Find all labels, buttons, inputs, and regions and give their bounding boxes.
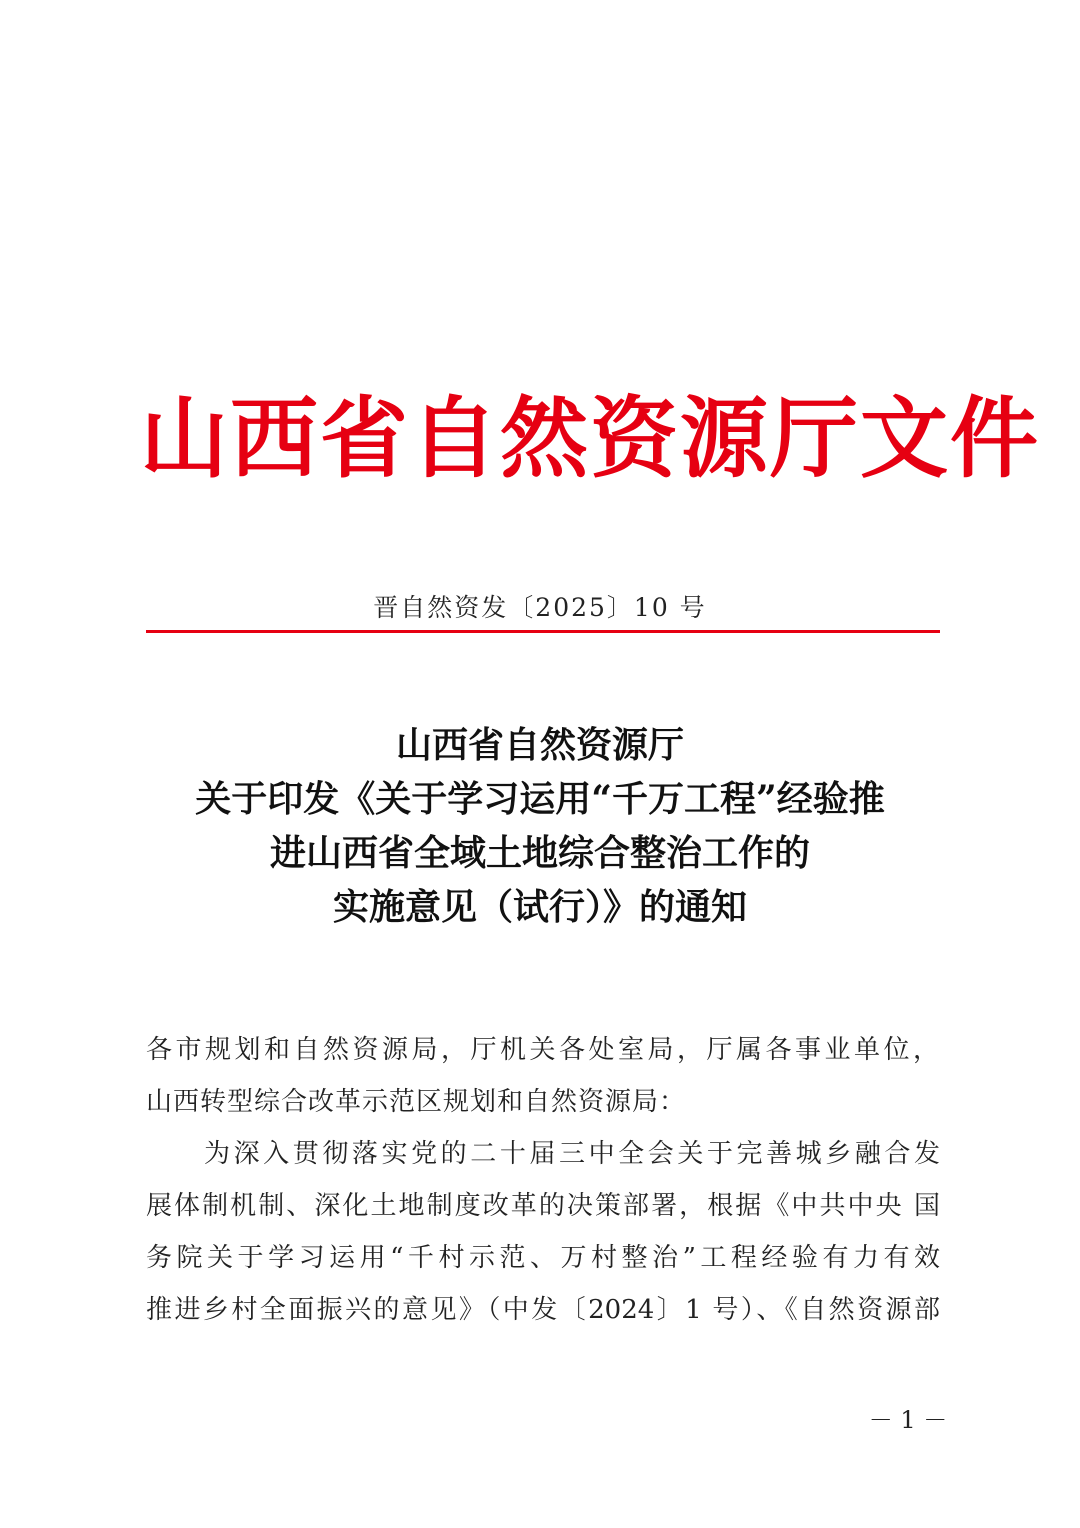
masthead-title: 山西省自然资源厅文件 (140, 386, 1041, 490)
document-number: 晋自然资发〔2025〕10 号 (373, 593, 707, 622)
title-line: 进山西省全域土地综合整治工作的 (269, 832, 810, 874)
paragraph-line: 为深入贯彻落实党的二十届三中全会关于完善城乡融合发 (204, 1139, 940, 1169)
title-line: 实施意见（试行）》的通知 (332, 886, 747, 928)
addressee-line: 山西转型综合改革示范区规划和自然资源局： (146, 1087, 687, 1117)
title-line: 山西省自然资源厅 (395, 724, 684, 766)
notice-body (146, 1024, 940, 1336)
notice-title (120, 718, 960, 934)
title-line: 关于印发《关于学习运用“千万工程”经验推 (195, 778, 885, 820)
addressee-line: 各市规划和自然资源局，厅机关各处室局，厅属各事业单位， (146, 1035, 940, 1065)
paragraph-line: 务院关于学习运用“千村示范、万村整治”工程经验有力有效 (146, 1243, 940, 1273)
page-number: － 1 － (868, 1406, 948, 1434)
paragraph-line: 推进乡村全面振兴的意见》（中发〔2024〕1 号）、《自然资源部 (146, 1295, 940, 1325)
paragraph-line: 展体制机制、深化土地制度改革的决策部署，根据《中共中央 国 (146, 1191, 940, 1221)
red-divider (146, 630, 940, 633)
